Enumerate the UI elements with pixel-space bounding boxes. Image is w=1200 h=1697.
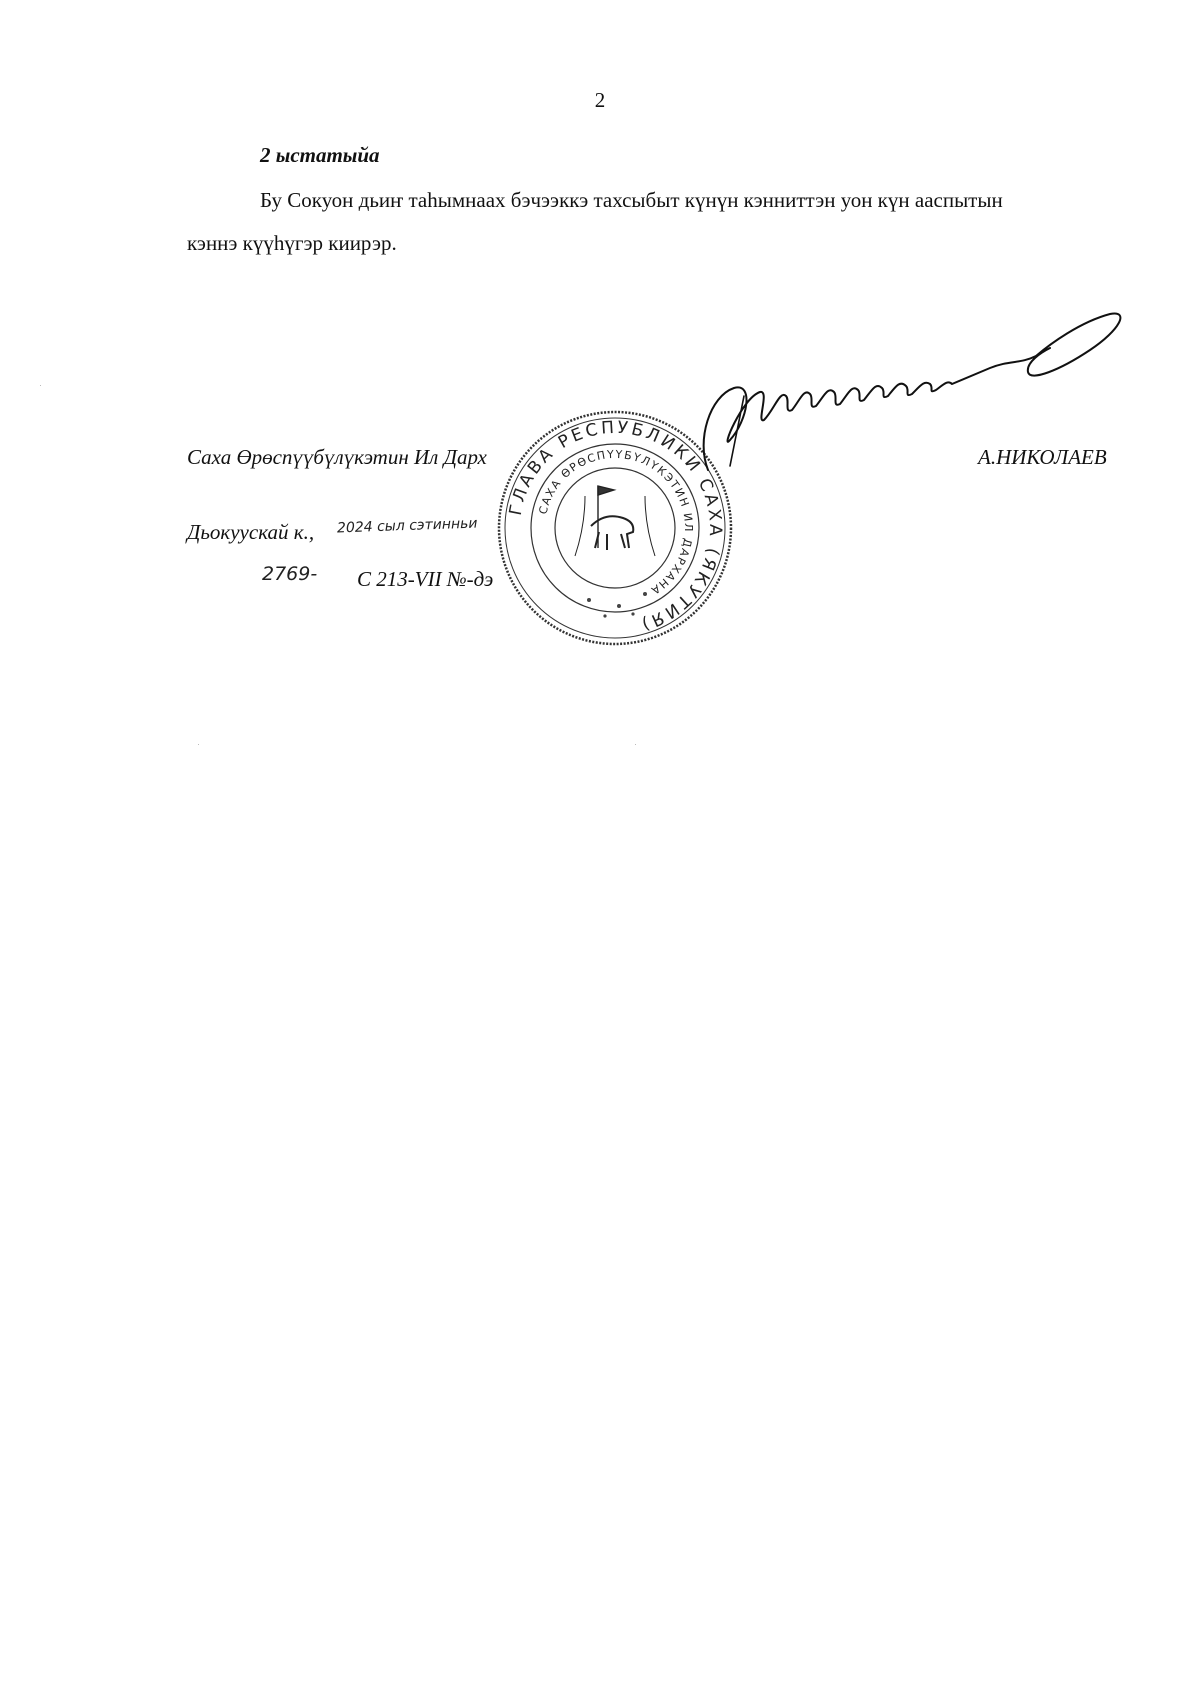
seal-stars <box>587 592 647 618</box>
seal-middle-ring <box>531 444 699 612</box>
signatory-title: Саха Өрөспүүбүлүкэтин Ил Дарх <box>187 445 487 469</box>
scan-mark <box>40 385 41 386</box>
scan-mark <box>198 744 199 745</box>
seal-inner-ring <box>555 468 675 588</box>
article-text-line-2: кэннэ күүһүгэр киирэр. <box>187 231 397 255</box>
handwritten-date: 2024 сыл сэтинньи <box>336 515 478 537</box>
handwritten-signature <box>690 300 1130 490</box>
scan-mark <box>635 744 636 745</box>
place-label: Дьокуускай к., <box>187 520 315 544</box>
seal-emblem <box>575 486 655 556</box>
seal-outer-text: ГЛАВА РЕСПУБЛИКИ САХА (ЯКУТИЯ) <box>505 417 726 635</box>
article-text-line-1: Бу Сокуон дьиҥ таһымнаах бэчээккэ тахсыбыт күнүн кэнниттэн уон күн ааспытын <box>260 188 1003 212</box>
page-number: 2 <box>594 88 606 112</box>
article-heading: 2 ыстатыйа <box>260 143 380 167</box>
seal-inner-text: САХА ӨРӨСПҮҮБҮЛҮКЭТИН ИЛ ДАРХАНА <box>536 447 696 598</box>
handwritten-registration: 2769- <box>262 563 318 585</box>
document-number: С 213-VII №-дэ <box>357 567 494 591</box>
signatory-name: А.НИКОЛАЕВ <box>978 445 1107 469</box>
